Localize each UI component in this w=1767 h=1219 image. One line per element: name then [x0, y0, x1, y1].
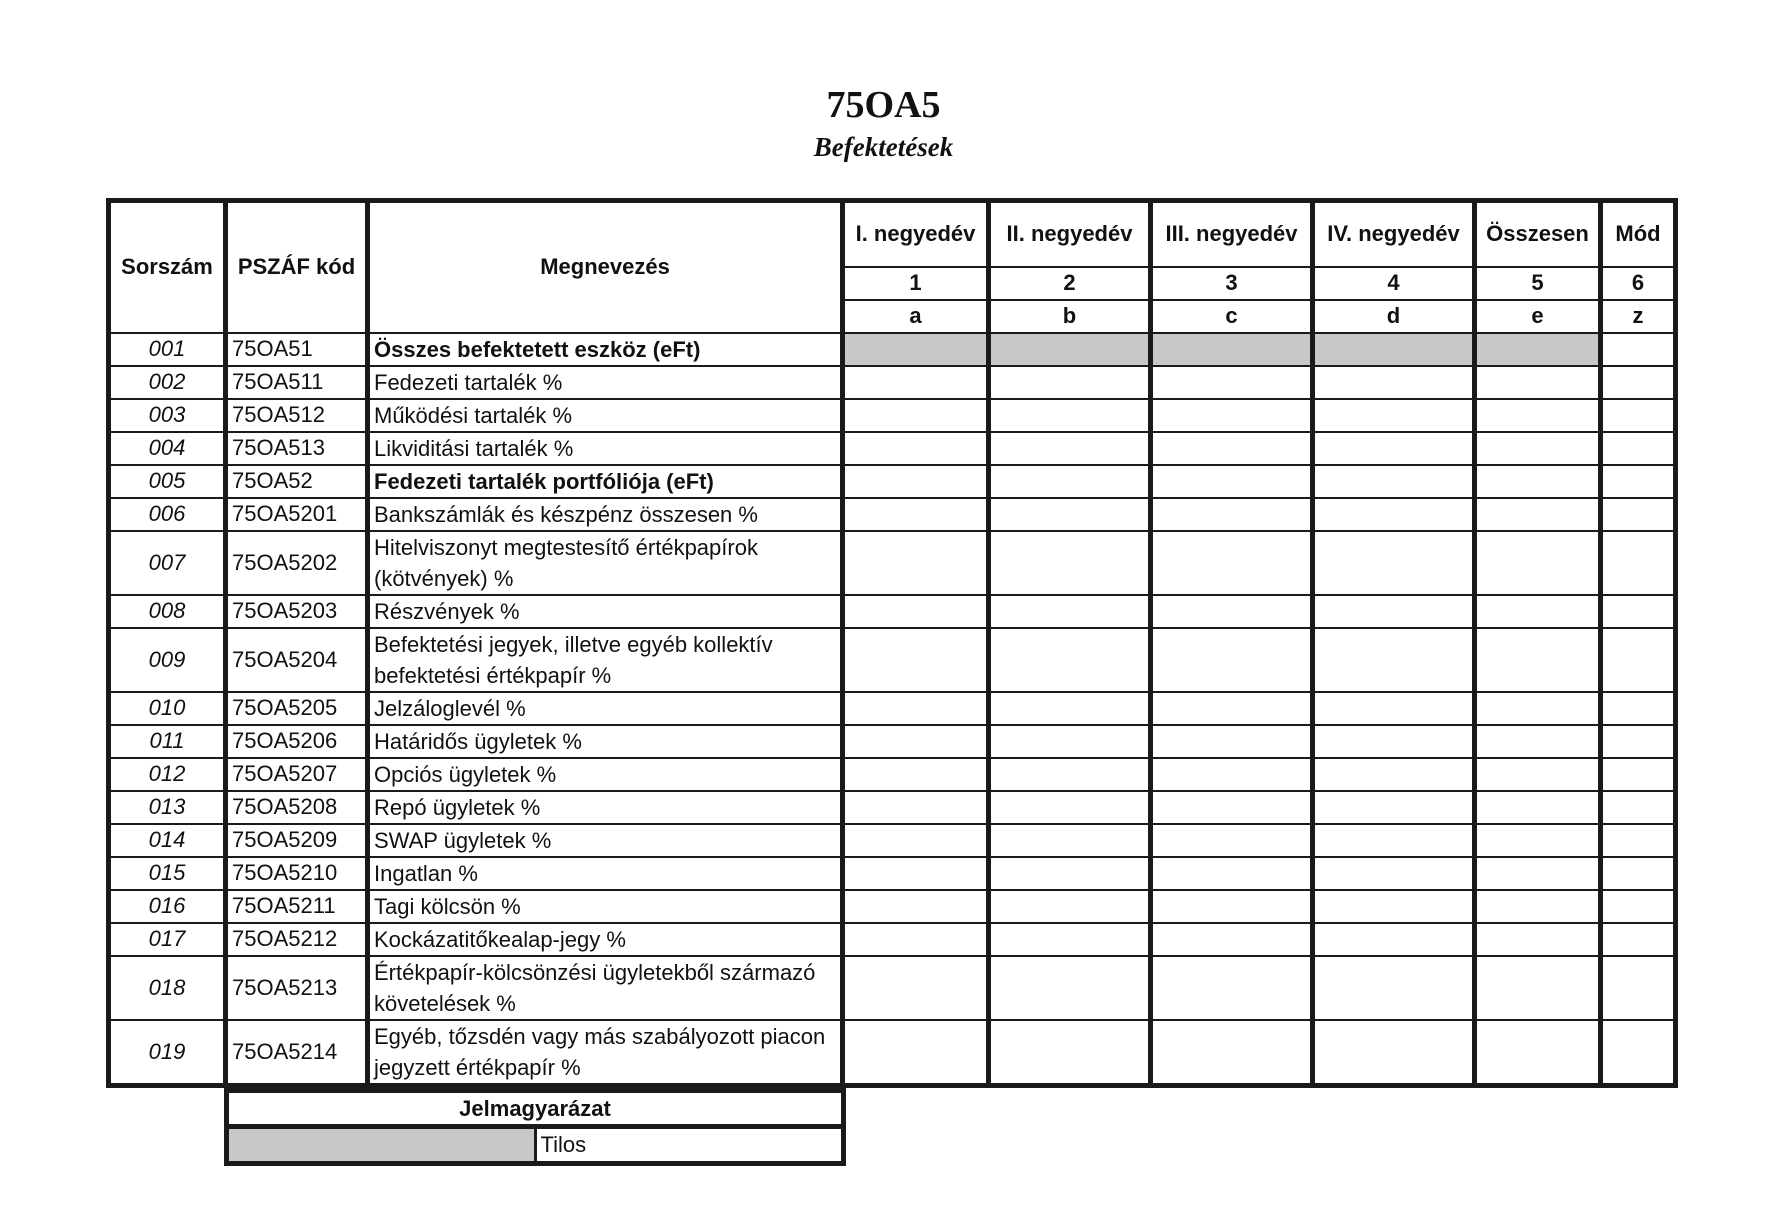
data-cell[interactable]	[843, 692, 989, 725]
data-cell[interactable]	[1313, 595, 1475, 628]
row-code: 75OA5212	[226, 923, 368, 956]
data-cell[interactable]	[1313, 824, 1475, 857]
column-header-q3: III. negyedév	[1151, 201, 1313, 267]
document-title: 75OA5	[826, 84, 941, 126]
legend-title: Jelmagyarázat	[227, 1091, 844, 1127]
data-cell[interactable]	[1313, 791, 1475, 824]
row-number: 001	[109, 333, 226, 366]
row-code: 75OA511	[226, 366, 368, 399]
data-cell[interactable]	[1313, 956, 1475, 1020]
data-cell[interactable]	[1151, 366, 1313, 399]
row-code: 75OA5207	[226, 758, 368, 791]
forbidden-cell	[1151, 333, 1313, 366]
row-number: 018	[109, 956, 226, 1020]
table-row	[109, 923, 1676, 956]
data-cell[interactable]	[1151, 595, 1313, 628]
data-cell[interactable]	[1313, 890, 1475, 923]
data-cell[interactable]	[1151, 692, 1313, 725]
column-header-sorszam: Sorszám	[109, 201, 226, 333]
column-letter: a	[843, 300, 989, 333]
legend-label-forbidden: Tilos	[535, 1127, 844, 1164]
data-cell[interactable]	[1313, 1020, 1475, 1086]
data-cell[interactable]	[1151, 791, 1313, 824]
data-cell[interactable]	[1601, 956, 1676, 1020]
row-name: Repó ügyletek %	[368, 791, 843, 824]
data-cell[interactable]	[989, 791, 1151, 824]
row-name: Egyéb, tőzsdén vagy más szabályozott piacon jegyzett értékpapír %	[368, 1020, 843, 1086]
data-cell[interactable]	[1475, 531, 1601, 595]
data-cell[interactable]	[843, 791, 989, 824]
row-name: Kockázatitőkealap-jegy %	[368, 923, 843, 956]
row-name: Befektetési jegyek, illetve egyéb kollektív befektetési értékpapír %	[368, 628, 843, 692]
data-cell[interactable]	[1475, 758, 1601, 791]
legend-swatch-forbidden	[227, 1127, 536, 1164]
data-cell[interactable]	[1151, 758, 1313, 791]
column-letter: z	[1601, 300, 1676, 333]
data-cell[interactable]	[1601, 1020, 1676, 1086]
row-code: 75OA5201	[226, 498, 368, 531]
data-cell[interactable]	[989, 531, 1151, 595]
data-cell[interactable]	[1313, 366, 1475, 399]
row-number: 016	[109, 890, 226, 923]
column-letter: c	[1151, 300, 1313, 333]
data-cell[interactable]	[989, 399, 1151, 432]
column-header-q2: II. negyedév	[989, 201, 1151, 267]
data-cell[interactable]	[1475, 465, 1601, 498]
column-header-q1: I. negyedév	[843, 201, 989, 267]
row-code: 75OA5203	[226, 595, 368, 628]
data-cell[interactable]	[989, 824, 1151, 857]
row-code: 75OA5211	[226, 890, 368, 923]
column-number: 2	[989, 267, 1151, 300]
row-name: Tagi kölcsön %	[368, 890, 843, 923]
row-name: SWAP ügyletek %	[368, 824, 843, 857]
column-header-mod: Mód	[1601, 201, 1676, 267]
table-row	[109, 857, 1676, 890]
data-cell[interactable]	[989, 857, 1151, 890]
data-cell[interactable]	[1313, 628, 1475, 692]
data-cell[interactable]	[989, 498, 1151, 531]
data-cell[interactable]	[989, 432, 1151, 465]
row-code: 75OA51	[226, 333, 368, 366]
data-cell[interactable]	[1475, 923, 1601, 956]
data-cell[interactable]	[1475, 824, 1601, 857]
table-row	[109, 399, 1676, 432]
row-code: 75OA5206	[226, 725, 368, 758]
row-name: Határidős ügyletek %	[368, 725, 843, 758]
row-code: 75OA513	[226, 432, 368, 465]
row-number: 011	[109, 725, 226, 758]
row-number: 006	[109, 498, 226, 531]
column-letter: b	[989, 300, 1151, 333]
legend	[224, 1088, 846, 1166]
investments-table	[106, 198, 1678, 1088]
data-cell[interactable]	[1601, 725, 1676, 758]
header-row	[109, 201, 1676, 267]
column-number: 3	[1151, 267, 1313, 300]
row-code: 75OA5205	[226, 692, 368, 725]
data-cell[interactable]	[989, 692, 1151, 725]
row-name: Bankszámlák és készpénz összesen %	[368, 498, 843, 531]
data-cell[interactable]	[1601, 531, 1676, 595]
row-code: 75OA5204	[226, 628, 368, 692]
column-number: 6	[1601, 267, 1676, 300]
row-name: Fedezeti tartalék %	[368, 366, 843, 399]
data-cell[interactable]	[1313, 531, 1475, 595]
data-cell[interactable]	[989, 890, 1151, 923]
data-cell[interactable]	[1601, 498, 1676, 531]
data-cell[interactable]	[1601, 857, 1676, 890]
table-row	[109, 890, 1676, 923]
table-row	[109, 432, 1676, 465]
data-cell[interactable]	[1601, 923, 1676, 956]
column-header-pszaf-kod: PSZÁF kód	[226, 201, 368, 333]
data-cell[interactable]	[843, 531, 989, 595]
data-cell[interactable]	[1151, 725, 1313, 758]
row-number: 008	[109, 595, 226, 628]
row-code: 75OA5213	[226, 956, 368, 1020]
data-cell[interactable]	[1313, 857, 1475, 890]
row-number: 015	[109, 857, 226, 890]
row-code: 75OA5208	[226, 791, 368, 824]
data-cell[interactable]	[1601, 890, 1676, 923]
data-cell[interactable]	[989, 923, 1151, 956]
data-cell[interactable]	[1475, 366, 1601, 399]
column-number: 5	[1475, 267, 1601, 300]
data-cell[interactable]	[1601, 595, 1676, 628]
data-cell[interactable]	[1475, 725, 1601, 758]
data-cell[interactable]	[843, 824, 989, 857]
row-code: 75OA5210	[226, 857, 368, 890]
data-cell[interactable]	[1313, 725, 1475, 758]
table-row	[109, 1020, 1676, 1086]
data-cell[interactable]	[989, 595, 1151, 628]
data-cell[interactable]	[1313, 399, 1475, 432]
data-cell[interactable]	[1601, 366, 1676, 399]
data-cell[interactable]	[989, 956, 1151, 1020]
table-row	[109, 791, 1676, 824]
data-cell[interactable]	[843, 498, 989, 531]
table-body	[109, 333, 1676, 1086]
row-name: Részvények %	[368, 595, 843, 628]
row-number: 012	[109, 758, 226, 791]
data-cell[interactable]	[1151, 857, 1313, 890]
data-cell[interactable]	[989, 758, 1151, 791]
row-number: 004	[109, 432, 226, 465]
column-number: 1	[843, 267, 989, 300]
data-cell[interactable]	[1601, 432, 1676, 465]
row-number: 009	[109, 628, 226, 692]
data-cell[interactable]	[1151, 432, 1313, 465]
data-cell[interactable]	[1313, 758, 1475, 791]
table-row	[109, 531, 1676, 595]
data-cell[interactable]	[1151, 531, 1313, 595]
row-code: 75OA5209	[226, 824, 368, 857]
data-cell[interactable]	[1475, 432, 1601, 465]
row-name: Hitelviszonyt megtestesítő értékpapírok (kötvények) %	[368, 531, 843, 595]
row-code: 75OA512	[226, 399, 368, 432]
data-cell[interactable]	[1475, 1020, 1601, 1086]
data-cell[interactable]	[843, 399, 989, 432]
data-cell[interactable]	[1475, 498, 1601, 531]
data-cell[interactable]	[989, 1020, 1151, 1086]
data-cell[interactable]	[1313, 465, 1475, 498]
table-row	[109, 725, 1676, 758]
row-code: 75OA52	[226, 465, 368, 498]
data-cell[interactable]	[843, 923, 989, 956]
table-row	[109, 692, 1676, 725]
data-cell[interactable]	[1475, 857, 1601, 890]
data-cell[interactable]	[1151, 890, 1313, 923]
row-number: 014	[109, 824, 226, 857]
table-row	[109, 498, 1676, 531]
table-row	[109, 595, 1676, 628]
row-name: Értékpapír-kölcsönzési ügyletekből származó követelések %	[368, 956, 843, 1020]
data-cell[interactable]	[843, 758, 989, 791]
data-cell[interactable]	[1151, 498, 1313, 531]
data-cell[interactable]	[1313, 692, 1475, 725]
data-cell[interactable]	[1601, 333, 1676, 366]
data-cell[interactable]	[1475, 628, 1601, 692]
table-row	[109, 628, 1676, 692]
data-cell[interactable]	[1601, 758, 1676, 791]
data-cell[interactable]	[989, 465, 1151, 498]
row-number: 002	[109, 366, 226, 399]
forbidden-cell	[989, 333, 1151, 366]
column-header-total: Összesen	[1475, 201, 1601, 267]
row-number: 017	[109, 923, 226, 956]
data-cell[interactable]	[843, 366, 989, 399]
row-name: Jelzáloglevél %	[368, 692, 843, 725]
table-row	[109, 824, 1676, 857]
data-cell[interactable]	[1601, 791, 1676, 824]
forbidden-cell	[1475, 333, 1601, 366]
row-name: Opciós ügyletek %	[368, 758, 843, 791]
data-cell[interactable]	[1475, 890, 1601, 923]
data-cell[interactable]	[1313, 498, 1475, 531]
row-number: 013	[109, 791, 226, 824]
row-number: 007	[109, 531, 226, 595]
row-name: Működési tartalék %	[368, 399, 843, 432]
table-row	[109, 956, 1676, 1020]
row-number: 003	[109, 399, 226, 432]
data-cell[interactable]	[989, 725, 1151, 758]
legend-item	[227, 1127, 844, 1164]
row-name: Ingatlan %	[368, 857, 843, 890]
data-cell[interactable]	[1151, 1020, 1313, 1086]
forbidden-cell	[1313, 333, 1475, 366]
data-cell[interactable]	[1601, 824, 1676, 857]
data-cell[interactable]	[1475, 399, 1601, 432]
data-cell[interactable]	[989, 628, 1151, 692]
data-cell[interactable]	[1601, 465, 1676, 498]
document-subtitle: Befektetések	[813, 132, 954, 162]
data-cell[interactable]	[1151, 399, 1313, 432]
row-code: 75OA5202	[226, 531, 368, 595]
row-number: 010	[109, 692, 226, 725]
data-cell[interactable]	[1601, 692, 1676, 725]
column-header-q4: IV. negyedév	[1313, 201, 1475, 267]
data-cell[interactable]	[1601, 399, 1676, 432]
data-cell[interactable]	[843, 890, 989, 923]
data-cell[interactable]	[1151, 465, 1313, 498]
data-cell[interactable]	[1601, 628, 1676, 692]
data-cell[interactable]	[843, 628, 989, 692]
data-cell[interactable]	[1475, 956, 1601, 1020]
data-cell[interactable]	[1151, 923, 1313, 956]
column-header-megnevezes: Megnevezés	[368, 201, 843, 333]
data-cell[interactable]	[843, 1020, 989, 1086]
data-cell[interactable]	[843, 432, 989, 465]
row-number: 019	[109, 1020, 226, 1086]
data-cell[interactable]	[1151, 628, 1313, 692]
data-cell[interactable]	[1313, 432, 1475, 465]
row-name: Likviditási tartalék %	[368, 432, 843, 465]
data-cell[interactable]	[1151, 956, 1313, 1020]
data-cell[interactable]	[843, 956, 989, 1020]
data-cell[interactable]	[1313, 923, 1475, 956]
row-name: Fedezeti tartalék portfóliója (eFt)	[368, 465, 843, 498]
row-code: 75OA5214	[226, 1020, 368, 1086]
data-cell[interactable]	[1475, 692, 1601, 725]
title-block	[0, 84, 1767, 164]
table-row	[109, 333, 1676, 366]
data-cell[interactable]	[843, 595, 989, 628]
column-letter: d	[1313, 300, 1475, 333]
data-cell[interactable]	[843, 465, 989, 498]
data-cell[interactable]	[843, 857, 989, 890]
table-row	[109, 758, 1676, 791]
column-number: 4	[1313, 267, 1475, 300]
row-number: 005	[109, 465, 226, 498]
data-cell[interactable]	[1151, 824, 1313, 857]
data-cell[interactable]	[1475, 791, 1601, 824]
table-row	[109, 465, 1676, 498]
data-cell[interactable]	[989, 366, 1151, 399]
forbidden-cell	[843, 333, 989, 366]
column-letter: e	[1475, 300, 1601, 333]
data-cell[interactable]	[1475, 595, 1601, 628]
table-row	[109, 366, 1676, 399]
data-cell[interactable]	[843, 725, 989, 758]
row-name: Összes befektetett eszköz (eFt)	[368, 333, 843, 366]
